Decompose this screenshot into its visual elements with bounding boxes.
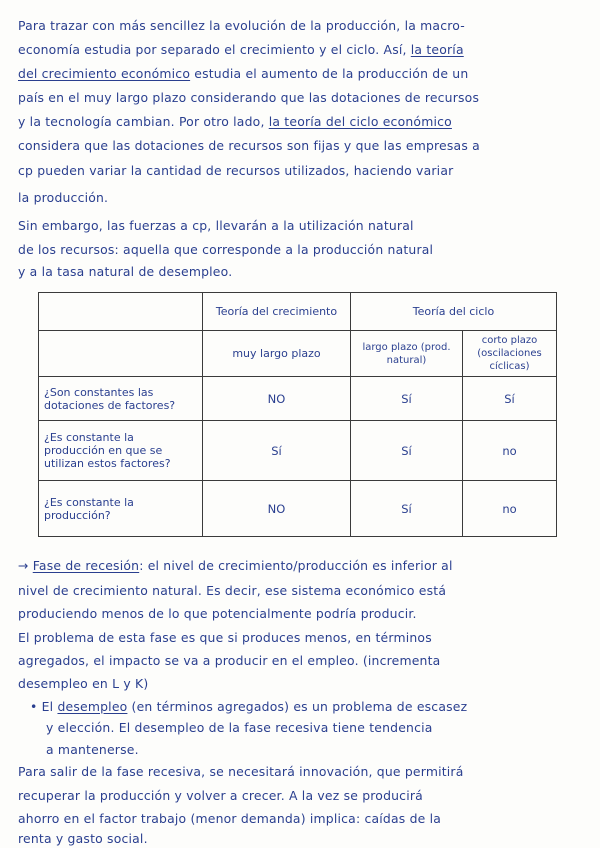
row-answer-corto: no	[463, 481, 557, 537]
embargo-line: de los recursos: aquella que corresponde a la producción natural	[18, 242, 434, 257]
recesion-line: El problema de esta fase es que si produces menos, en términos	[18, 630, 432, 645]
underlined-term: del crecimiento económico	[18, 66, 191, 81]
header-corto-plazo: corto plazo (oscilaciones cíclicas)	[463, 331, 557, 377]
bullet-line: a mantenerse.	[46, 742, 139, 757]
bullet-line: y elección. El desempleo de la fase recesiva tiene tendencia	[46, 720, 433, 735]
salir-line: renta y gasto social.	[18, 831, 148, 846]
intro-line: país en el muy largo plazo considerando que las dotaciones de recursos	[18, 90, 480, 105]
row-answer-largo: Sí	[351, 377, 463, 421]
underlined-term: la teoría	[410, 42, 464, 57]
recesion-line: agregados, el impacto se va a producir en el empleo. (incrementa	[18, 653, 441, 668]
underlined-term: Fase de recesión	[32, 558, 140, 573]
table-row	[39, 481, 557, 537]
row-question: ¿Es constante la producción?	[39, 481, 203, 537]
intro-line: la producción.	[18, 190, 109, 205]
recesion-line: nivel de crecimiento natural. Es decir, ese sistema económico está	[18, 583, 447, 598]
salir-line: ahorro en el factor trabajo (menor demanda) implica: caídas de la	[18, 811, 442, 826]
embargo-line: Sin embargo, las fuerzas a cp, llevarán a la utilización natural	[18, 218, 414, 233]
comparison-table	[38, 292, 557, 537]
row-answer-largo: Sí	[351, 481, 463, 537]
recesion-line: → Fase de recesión: el nivel de crecimiento/producción es inferior al	[18, 558, 453, 573]
row-answer-crecimiento: Sí	[203, 421, 351, 481]
row-answer-crecimiento: NO	[203, 377, 351, 421]
underlined-term: la teoría del ciclo económico	[268, 114, 452, 129]
bullet-line: • El desempleo (en términos agregados) es un problema de escasez	[30, 699, 468, 714]
header-muy-largo-plazo: muy largo plazo	[203, 331, 351, 377]
recesion-line: desempleo en L y K)	[18, 676, 149, 691]
intro-line: considera que las dotaciones de recursos son fijas y que las empresas a	[18, 138, 480, 153]
header-largo-plazo: largo plazo (prod. natural)	[351, 331, 463, 377]
header-teoria-ciclo: Teoría del ciclo	[351, 293, 557, 331]
salir-line: recuperar la producción y volver a crecer. A la vez se producirá	[18, 788, 423, 803]
table-row	[39, 421, 557, 481]
row-answer-corto: no	[463, 421, 557, 481]
row-answer-largo: Sí	[351, 421, 463, 481]
row-question: ¿Son constantes las dotaciones de factores?	[39, 377, 203, 421]
table-corner-cell	[39, 293, 203, 331]
row-answer-crecimiento: NO	[203, 481, 351, 537]
intro-line: y la tecnología cambian. Por otro lado, la teoría del ciclo económico	[18, 114, 452, 129]
salir-line: Para salir de la fase recesiva, se necesitará innovación, que permitirá	[18, 764, 464, 779]
table-corner-cell	[39, 331, 203, 377]
row-question: ¿Es constante la producción en que se utilizan estos factores?	[39, 421, 203, 481]
recesion-line: produciendo menos de lo que potencialmente podría producir.	[18, 606, 417, 621]
intro-line: economía estudia por separado el crecimiento y el ciclo. Así, la teoría	[18, 42, 464, 57]
row-answer-corto: Sí	[463, 377, 557, 421]
intro-line: Para trazar con más sencillez la evolución de la producción, la macro-	[18, 18, 465, 33]
underlined-term: desempleo	[57, 699, 128, 714]
table-row	[39, 377, 557, 421]
intro-line: del crecimiento económico estudia el aumento de la producción de un	[18, 66, 469, 81]
intro-line: cp pueden variar la cantidad de recursos utilizados, haciendo variar	[18, 163, 454, 178]
embargo-line: y a la tasa natural de desempleo.	[18, 264, 233, 279]
header-teoria-crecimiento: Teoría del crecimiento	[203, 293, 351, 331]
